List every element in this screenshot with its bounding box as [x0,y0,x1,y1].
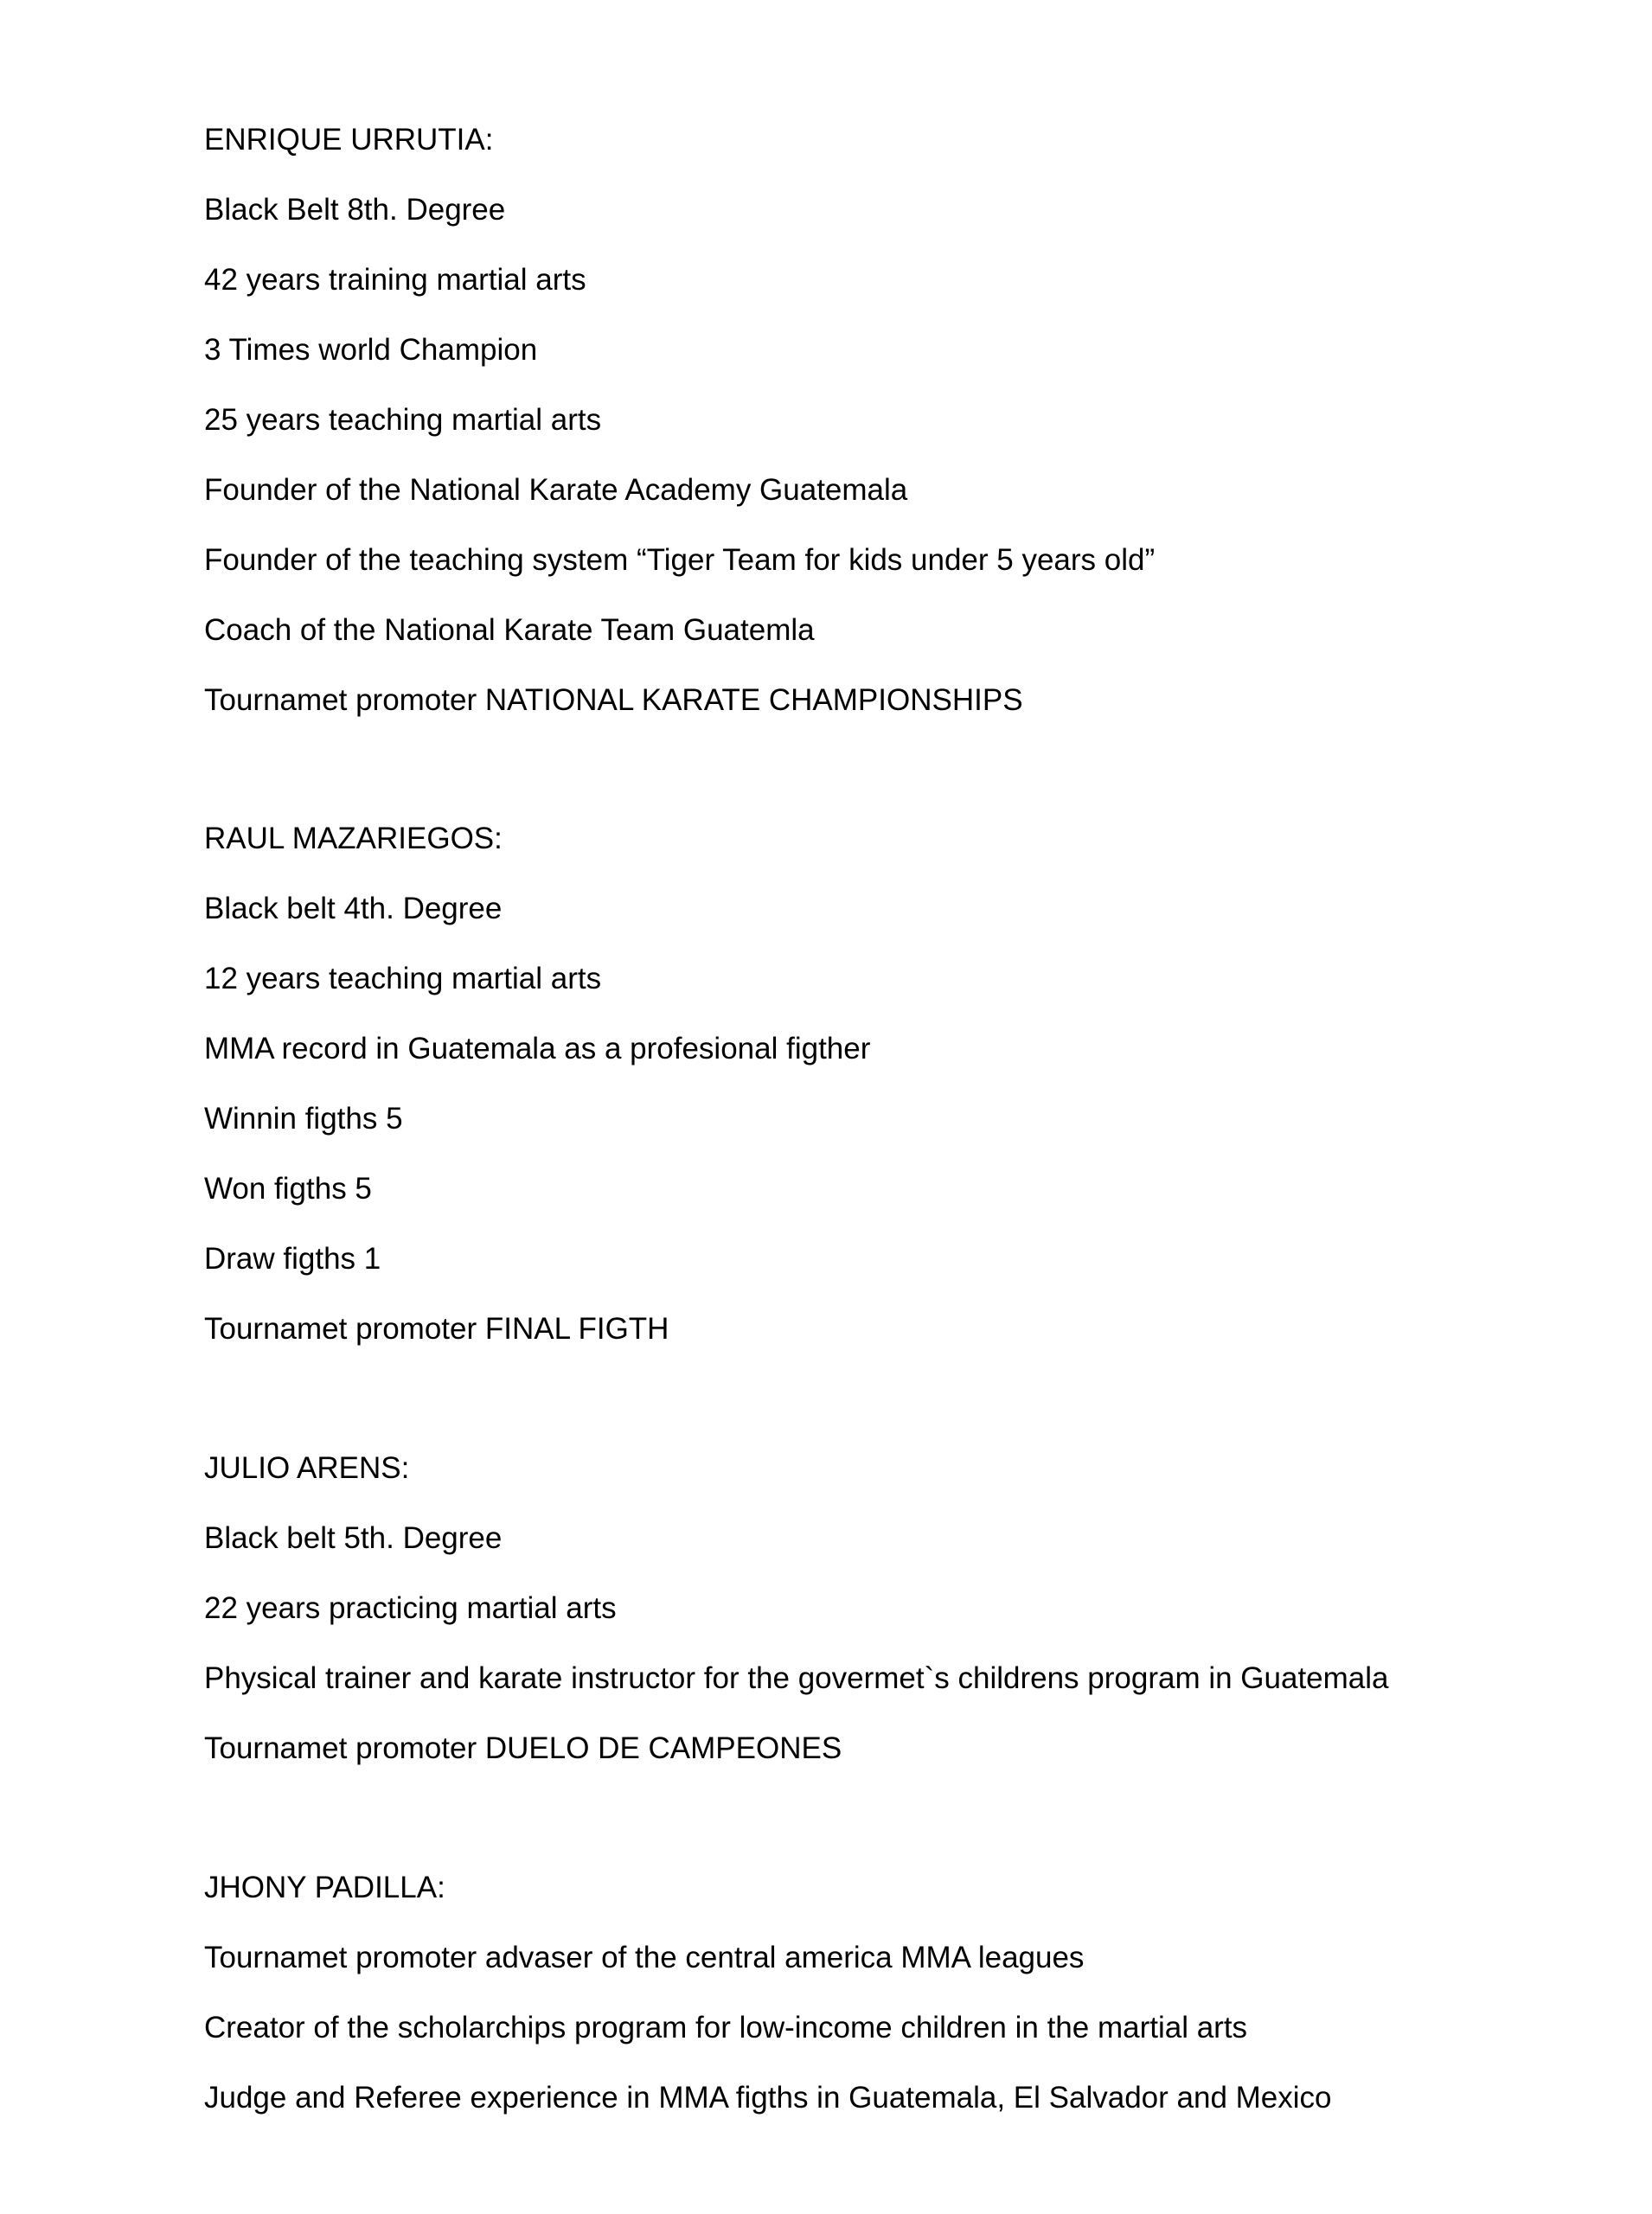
profile-enrique-urrutia [204,121,1502,752]
profile-line: 25 years teaching martial arts [204,403,602,437]
profile-line: Won figths 5 [204,1172,372,1206]
profile-line: 22 years practicing martial arts [204,1591,617,1625]
profile-line: Founder of the National Karate Academy Guatemala [204,473,908,507]
profile-name: RAUL MAZARIEGOS: [204,822,503,855]
profile-line: Founder of the teaching system “Tiger Team for kids under 5 years old” [204,543,1156,577]
profile-line: Physical trainer and karate instructor for the govermet`s childrens program in Guatemala [204,1661,1389,1695]
profile-line: Black belt 5th. Degree [204,1521,503,1555]
profile-line: MMA record in Guatemala as a profesional figther [204,1032,871,1065]
profile-jhony-padilla [204,1869,1502,2149]
profile-line: Creator of the scholarchips program for low-income children in the martial arts [204,2011,1248,2044]
profile-line: Tournamet promoter NATIONAL KARATE CHAMPIONSHIPS [204,683,1023,717]
profile-name: JULIO ARENS: [204,1451,410,1485]
profile-line: Tournamet promoter DUELO DE CAMPEONES [204,1731,842,1765]
profile-line: 42 years training martial arts [204,263,586,297]
profile-julio-arens [204,1449,1502,1800]
profile-raul-mazariegos [204,820,1502,1380]
profile-line: Black Belt 8th. Degree [204,193,506,227]
profile-line: 12 years teaching martial arts [204,962,602,995]
profile-line: 3 Times world Champion [204,333,538,367]
profile-name: ENRIQUE URRUTIA: [204,123,494,157]
profile-line: Black belt 4th. Degree [204,892,503,925]
profile-line: Tournamet promoter FINAL FIGTH [204,1312,669,1346]
profile-line: Judge and Referee experience in MMA figths in Guatemala, El Salvador and Mexico [204,2081,1332,2115]
profile-line: Coach of the National Karate Team Guatemla [204,613,815,647]
profile-line: Winnin figths 5 [204,1102,403,1136]
profile-line: Draw figths 1 [204,1242,381,1276]
profile-line: Tournamet promoter advaser of the central america MMA leagues [204,1941,1085,1974]
profile-name: JHONY PADILLA: [204,1871,445,1904]
